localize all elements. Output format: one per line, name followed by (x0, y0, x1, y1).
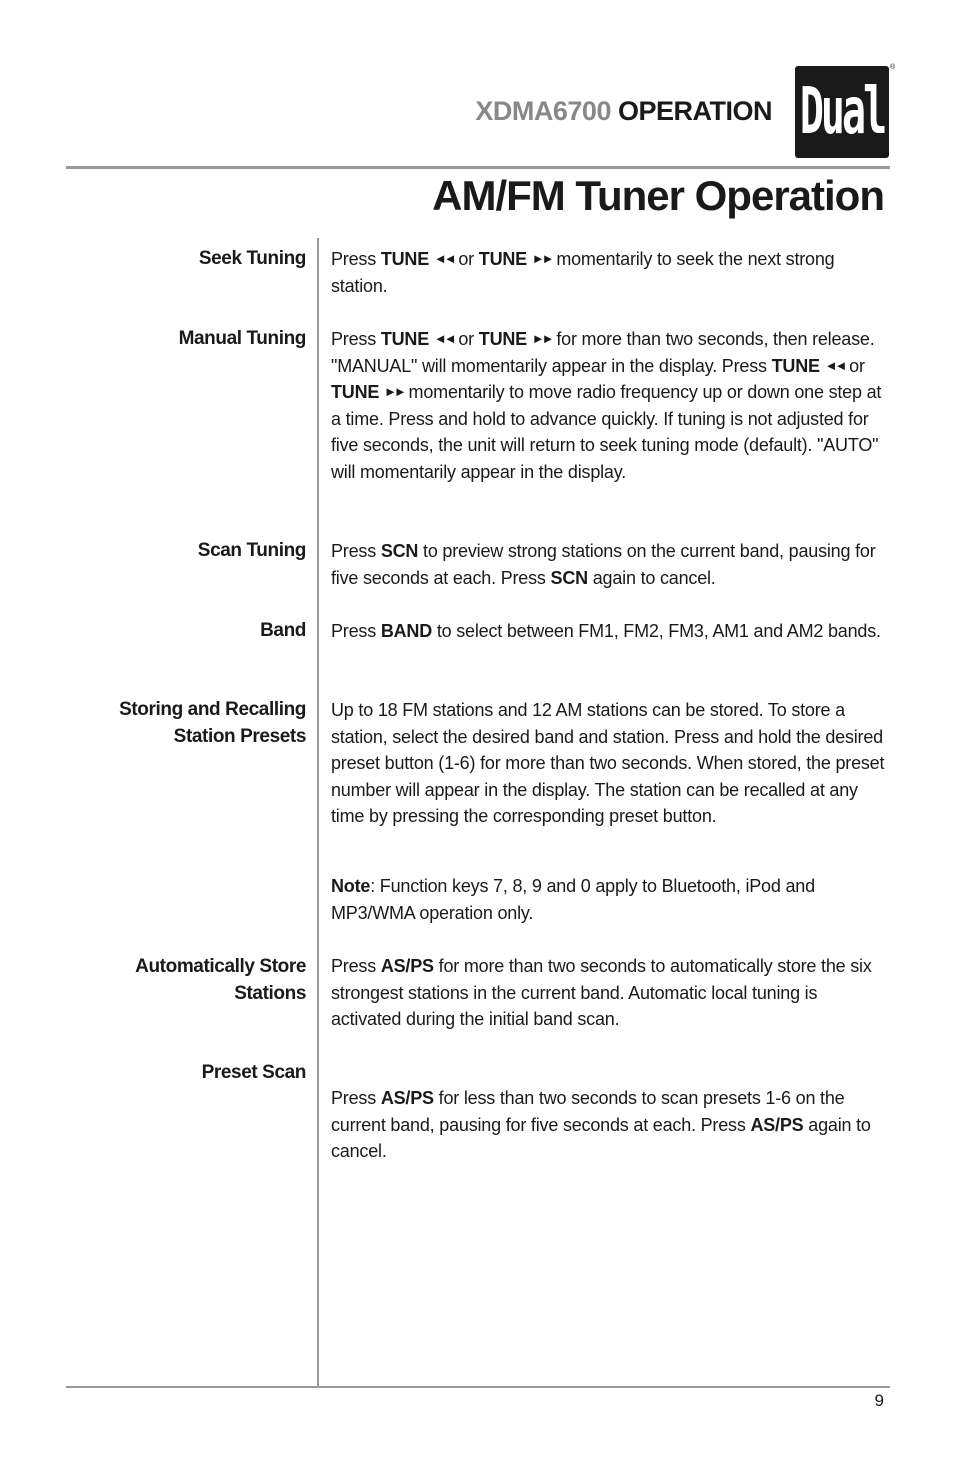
label-line: Station Presets (173, 725, 306, 747)
label-scan-tuning: Scan Tuning (197, 540, 306, 561)
header-model-title (475, 96, 772, 127)
top-divider (66, 166, 890, 169)
registered-mark: ® (890, 64, 896, 71)
text: Press (331, 1088, 381, 1108)
label-line: Automatically Store (135, 956, 306, 977)
label-line: Stations (234, 982, 306, 1004)
text: or (453, 329, 479, 349)
text: momentarily to seek the next strong station. (331, 249, 835, 296)
label-station-presets (46, 697, 306, 750)
note-label: Note (331, 876, 371, 896)
text: for more than two seconds, then release. "MANUAL" will momentarily appear in the display. Press (331, 329, 875, 376)
text: to select between FM1, FM2, FM3, AM1 and AM2 bands. (432, 621, 881, 641)
page-title: AM/FM Tuner Operation (432, 172, 884, 219)
text: Press (331, 621, 381, 641)
para-preset-scan (331, 1085, 891, 1165)
label-line: Storing and Recalling (119, 699, 306, 720)
label-auto-store (46, 954, 306, 1007)
key-asps: AS/PS (380, 1088, 434, 1108)
key-tune: TUNE (331, 382, 380, 402)
label-preset-scan: Preset Scan (201, 1062, 306, 1083)
key-tune: TUNE (380, 249, 430, 269)
rewind-icon: ◄◄ (824, 357, 845, 373)
key-asps: AS/PS (750, 1114, 804, 1135)
key-tune: TUNE (478, 249, 527, 269)
key-tune: TUNE (771, 355, 820, 376)
key-scn: SCN (380, 541, 419, 561)
key-scn: SCN (550, 567, 588, 588)
text: or (844, 355, 865, 376)
para-scan-tuning (331, 538, 891, 591)
bottom-divider (66, 1386, 890, 1388)
text: again to cancel. (331, 1114, 871, 1161)
page-number: 9 (874, 1391, 884, 1410)
text: Press (331, 329, 381, 349)
text: to preview strong stations on the current band, pausing for five seconds at each. Press (331, 541, 876, 588)
column-divider (317, 238, 319, 1388)
para-seek-tuning (331, 246, 891, 299)
text: for less than two seconds to scan presets 1-6 on the current band, pausing for five seconds at each. Press (331, 1088, 845, 1135)
note-text: : Function keys 7, 8, 9 and 0 apply to Bluetooth, iPod and MP3/WMA operation only. (331, 876, 815, 923)
para-manual-tuning (331, 326, 891, 485)
operation-label: OPERATION (617, 96, 772, 126)
para-auto-store (331, 953, 891, 1033)
key-tune: TUNE (478, 329, 527, 349)
para-band (331, 618, 891, 645)
para-note (331, 873, 891, 926)
key-band: BAND (380, 621, 433, 641)
label-seek-tuning: Seek Tuning (198, 248, 306, 269)
text: Press (331, 541, 381, 561)
fast-forward-icon: ►► (531, 251, 552, 266)
label-band: Band (260, 620, 306, 641)
text: or (453, 249, 479, 269)
text: Press (331, 249, 381, 269)
logo-text: Dual (799, 75, 885, 149)
label-manual-tuning: Manual Tuning (178, 328, 306, 349)
key-asps: AS/PS (380, 956, 434, 976)
para-station-presets: Up to 18 FM stations and 12 AM stations can be stored. To store a station, select the desired band and station. Press and hold the desired preset button (1-6) for more than two seconds. When stored, the preset number will appear in the display. The station can be recalled at any time by pressing the corresponding preset button. (331, 700, 885, 826)
fast-forward-icon: ►► (384, 384, 404, 399)
text: momentarily to move radio frequency up or down one step at a time. Press and hold to advance quickly. If tuning is not adjusted for five seconds, the unit will return to seek tuning mode (default). "AUTO" will momentarily appear in the display. (331, 382, 882, 482)
model-number: XDMA6700 (475, 96, 611, 126)
text: for more than two seconds to automatically store the six strongest stations in the current band. Automatic local tuning is activated during the initial band scan. (331, 956, 872, 1029)
rewind-icon: ◄◄ (433, 251, 454, 266)
text: Press (331, 956, 381, 976)
rewind-icon: ◄◄ (433, 331, 454, 346)
key-tune: TUNE (380, 329, 430, 349)
dual-logo (795, 66, 889, 158)
fast-forward-icon: ►► (531, 331, 552, 346)
text: again to cancel. (587, 567, 716, 588)
